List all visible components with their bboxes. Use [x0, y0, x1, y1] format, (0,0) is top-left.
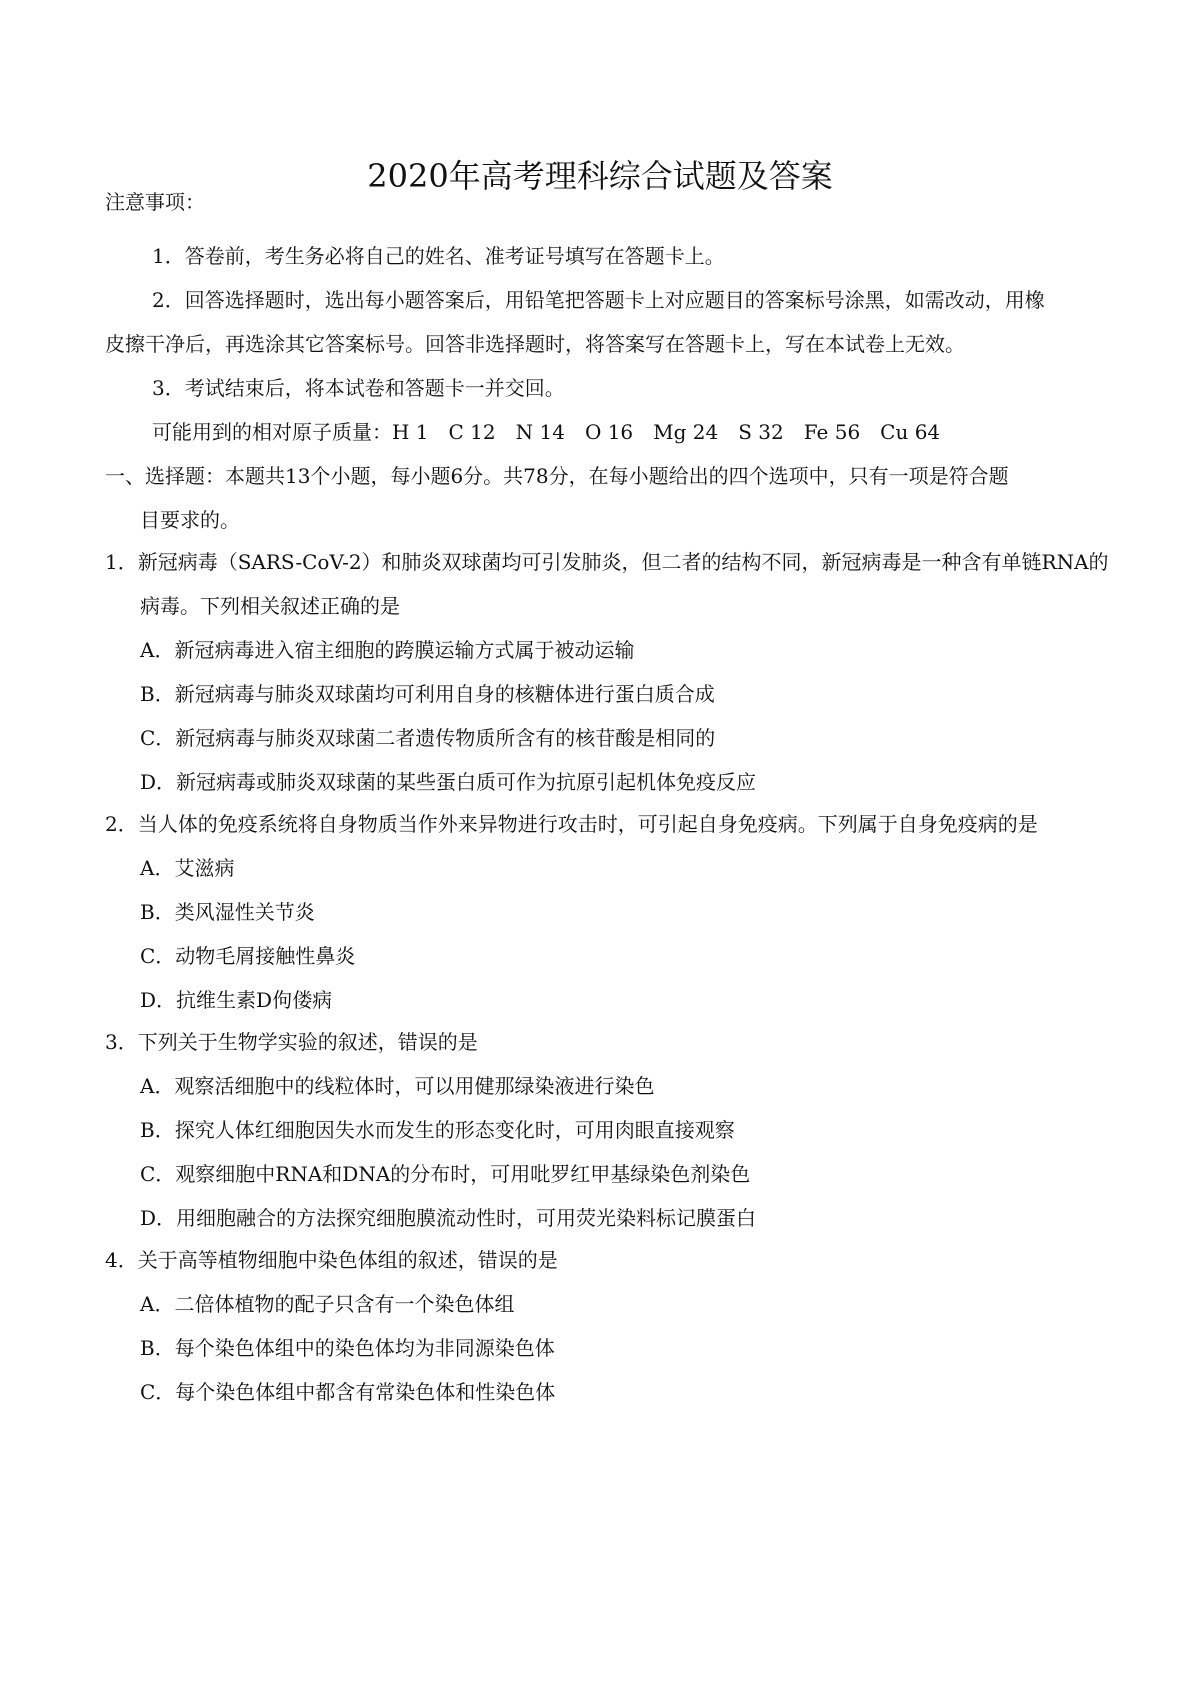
question-2-option-c: C．动物毛屑接触性鼻炎	[140, 944, 356, 968]
question-3-option-a: A．观察活细胞中的线粒体时，可以用健那绿染液进行染色	[140, 1074, 655, 1098]
question-3-option-d: D．用细胞融合的方法探究细胞膜流动性时，可用荧光染料标记膜蛋白	[140, 1206, 757, 1230]
question-4-option-b: B．每个染色体组中的染色体均为非同源染色体	[140, 1336, 555, 1360]
question-4-option-c: C．每个染色体组中都含有常染色体和性染色体	[140, 1380, 556, 1404]
notice-item-2-line-2: 皮擦干净后，再选涂其它答案标号。回答非选择题时，将答案写在答题卡上，写在本试卷上无效。	[105, 332, 965, 356]
atomic-mass-note: 可能用到的相对原子质量：H 1 C 12 N 14 O 16 Mg 24 S 32 Fe 56 Cu 64	[152, 420, 941, 444]
question-2-stem: 2．当人体的免疫系统将自身物质当作外来异物进行攻击时，可引起自身免疫病。下列属于自身免疫病的是	[105, 812, 1038, 836]
notice-item-2-line-1: 2．回答选择题时，选出每小题答案后，用铅笔把答题卡上对应题目的答案标号涂黑，如需改动，用橡	[152, 288, 1045, 312]
question-4-stem: 4．关于高等植物细胞中染色体组的叙述，错误的是	[105, 1248, 558, 1272]
notice-heading: 注意事项：	[105, 190, 205, 214]
page-title: 2020年高考理科综合试题及答案	[367, 157, 833, 195]
question-3-stem: 3．下列关于生物学实验的叙述，错误的是	[105, 1030, 478, 1054]
question-2-option-a: A．艾滋病	[140, 856, 235, 880]
question-1-option-a: A．新冠病毒进入宿主细胞的跨膜运输方式属于被动运输	[140, 638, 635, 662]
question-2-option-b: B．类风湿性关节炎	[140, 900, 315, 924]
notice-item-1: 1．答卷前，考生务必将自己的姓名、准考证号填写在答题卡上。	[152, 244, 725, 268]
question-1-stem-line-2: 病毒。下列相关叙述正确的是	[140, 594, 400, 618]
question-1-option-b: B．新冠病毒与肺炎双球菌均可利用自身的核糖体进行蛋白质合成	[140, 682, 715, 706]
question-3-option-c: C．观察细胞中RNA和DNA的分布时，可用吡罗红甲基绿染色剂染色	[140, 1162, 751, 1186]
question-1-option-c: C．新冠病毒与肺炎双球菌二者遗传物质所含有的核苷酸是相同的	[140, 726, 716, 750]
question-3-option-b: B．探究人体红细胞因失水而发生的形态变化时，可用肉眼直接观察	[140, 1118, 735, 1142]
question-4-option-a: A．二倍体植物的配子只含有一个染色体组	[140, 1292, 515, 1316]
notice-item-3: 3．考试结束后，将本试卷和答题卡一并交回。	[152, 376, 565, 400]
section-1-heading-line-2: 目要求的。	[140, 508, 240, 532]
question-2-option-d: D．抗维生素D佝偻病	[140, 988, 333, 1012]
question-1-option-d: D．新冠病毒或肺炎双球菌的某些蛋白质可作为抗原引起机体免疫反应	[140, 770, 757, 794]
question-1-stem-line-1: 1．新冠病毒（SARS-CoV-2）和肺炎双球菌均可引发肺炎，但二者的结构不同，新冠病毒是一种含有单链RNA的	[105, 550, 1109, 574]
section-1-heading-line-1: 一、选择题：本题共13个小题，每小题6分。共78分，在每小题给出的四个选项中，只有一项是符合题	[105, 464, 1009, 488]
